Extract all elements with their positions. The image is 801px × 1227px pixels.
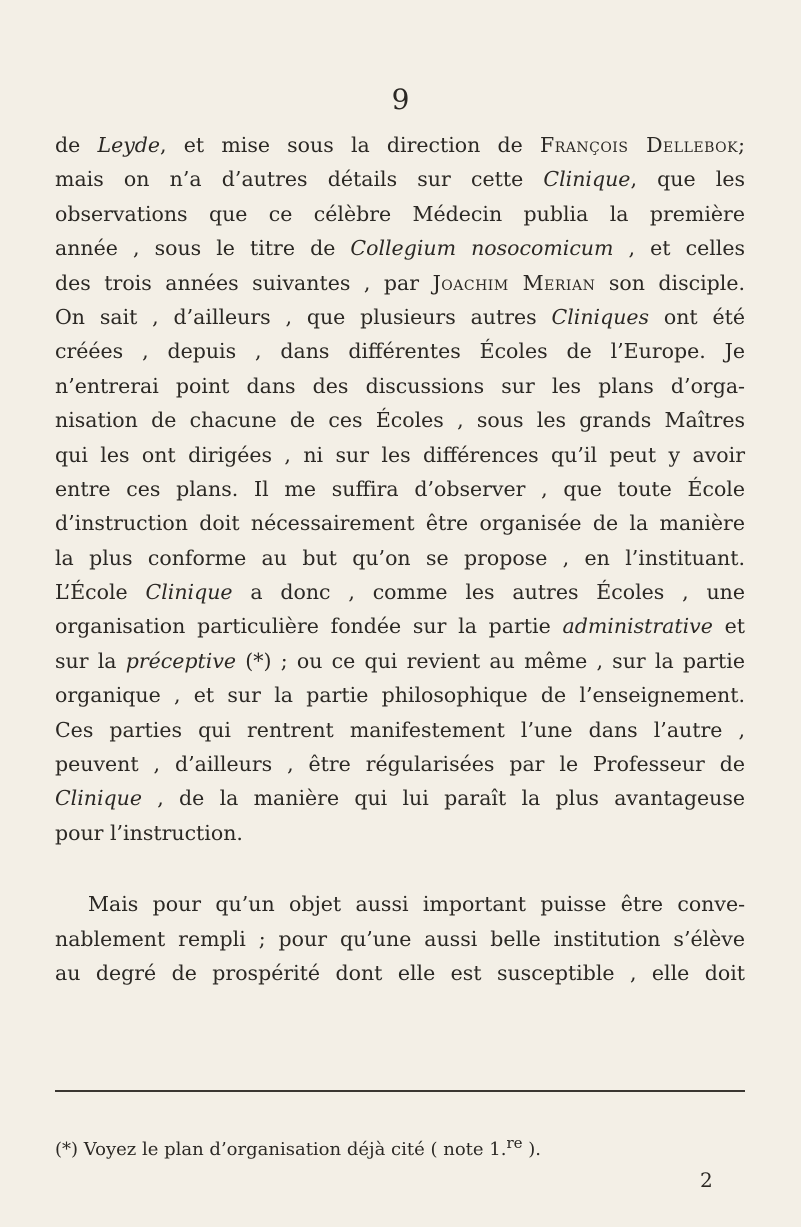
footnote-reference: (*) ; ou ce qui revient au même , sur la partie — [236, 648, 745, 673]
footnote: (*) Voyez le plan d’organisation déjà cité ( note 1.$^{re}$ ). — [55, 1134, 541, 1160]
text-line: On sait , d’ailleurs , que plusieurs autres Cliniques ont été — [55, 304, 745, 329]
text-line: qui les ont dirigées , ni sur les différences qu’il peut y avoir — [55, 442, 745, 467]
text-line: sur la préceptive (*) ; ou ce qui revient au même , sur la partie — [55, 648, 745, 673]
text-line: créées , depuis , dans différentes Écoles de l’Europe. Je — [55, 339, 745, 364]
text-line: la plus conforme au but qu’on se propose , en l’instituant. — [55, 545, 745, 570]
person-name-dellebok: François Dellebok — [539, 133, 739, 157]
text-line: n’entrerai point dans des discussions sur les plans d’orga- — [55, 373, 745, 398]
text-line: Ces parties qui rentrent manifestement l’une dans l’autre , — [55, 717, 745, 742]
text-line: Mais pour qu’un objet aussi important puisse être conve- — [88, 892, 745, 917]
text-line: organisation particulière fondée sur la partie administrative et — [55, 614, 745, 639]
text-line: observations que ce célèbre Médecin publia la première — [55, 201, 745, 226]
footnote-superscript: re — [506, 1134, 523, 1152]
text-line: au degré de prospérité dont elle est susceptible , elle doit — [55, 960, 745, 985]
text-line: peuvent , d’ailleurs , être régularisées par le Professeur de — [55, 752, 745, 777]
text-line: de Leyde, et mise sous la direction de François Dellebok; — [55, 133, 745, 157]
place-name-leyde: Leyde — [97, 133, 161, 157]
footnote-text: Voyez le plan d’organisation déjà cité ( note 1. — [78, 1139, 507, 1160]
paragraph-1 — [55, 128, 745, 850]
work-title-collegium: Collegium nosocomicum — [350, 236, 614, 261]
text-line: pour l’instruction. — [55, 820, 243, 845]
paragraph-2 — [55, 887, 745, 990]
text-line: année , sous le titre de Collegium nosocomicum , et celles — [55, 236, 745, 261]
text-line: nablement rempli ; pour qu’une aussi belle institution s’élève — [55, 926, 745, 951]
signature-mark: 2 — [700, 1168, 713, 1192]
text-line: organique , et sur la partie philosophique de l’enseignement. — [55, 683, 745, 708]
text-line: L’École Clinique a donc , comme les autres Écoles , une — [55, 580, 745, 605]
footnote-marker: (*) — [55, 1139, 79, 1160]
text-line: d’instruction doit nécessairement être organisée de la manière — [55, 511, 745, 536]
page-number: 9 — [391, 83, 410, 116]
footnote-divider — [55, 1090, 745, 1092]
text-line: nisation de chacune de ces Écoles , sous les grands Maîtres — [55, 408, 745, 433]
body-text — [55, 128, 745, 990]
text-line: des trois années suivantes , par Joachim Merian son disciple. — [55, 270, 745, 295]
person-name-merian: Joachim Merian — [432, 270, 596, 295]
text-line: mais on n’a d’autres détails sur cette Clinique, que les — [55, 167, 746, 192]
text-line: Clinique , de la manière qui lui paraît la plus avantageuse — [55, 786, 745, 811]
text-line: entre ces plans. Il me suffira d’observer , que toute École — [55, 476, 745, 501]
